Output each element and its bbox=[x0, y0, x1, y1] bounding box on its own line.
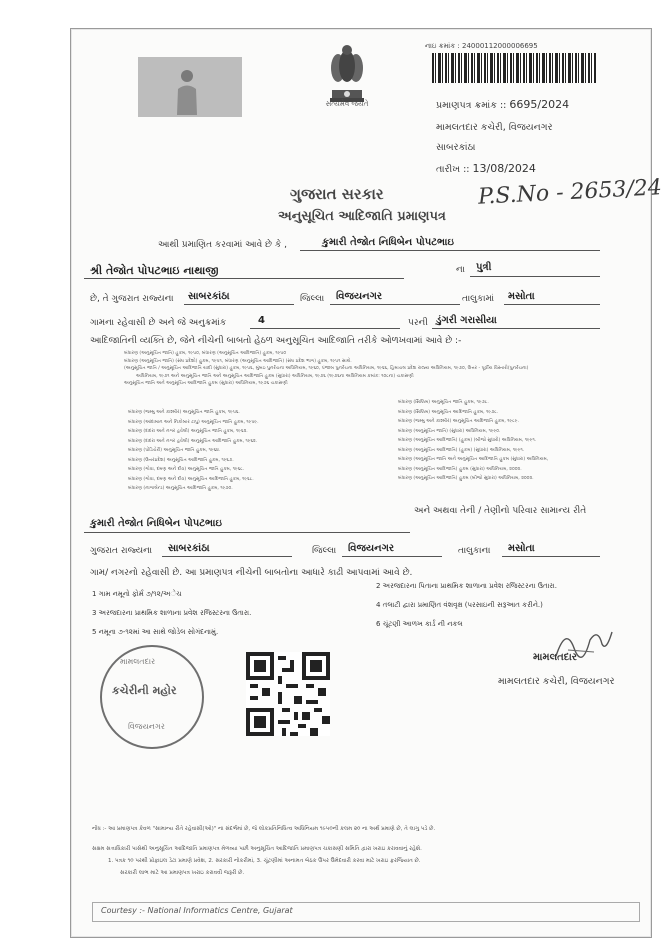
basis-item: 1 ગામ નમૂનો ફોર્મ ૭/૧૨/અેચ bbox=[92, 590, 182, 598]
order-item: બંધારણ (સિક્કિમ) અનુસૂચિત આદિજાતિ હુકમ, ૧૯૭૮. bbox=[398, 409, 499, 415]
underline bbox=[470, 276, 600, 277]
order-item: બંધારણ (જમ્મુ અને કાશ્મીર) અનુસૂચિત જાતિ હુકમ, ૧૯૫૬. bbox=[128, 410, 240, 415]
family-taluka-label: તાલુકાના bbox=[458, 546, 491, 556]
order-item: બંધારણ (દાદરા અને નગર હવેલી) અનુસૂચિત જાતિ હુકમ, ૧૯૬૨. bbox=[128, 429, 248, 434]
date-label: તારીખ :: bbox=[436, 164, 470, 175]
relation-value: પુત્રી bbox=[476, 262, 492, 273]
title-certificate: અનુસૂચિત આદિજાતિ પ્રમાણપત્ર bbox=[278, 209, 446, 224]
district-value: વિજયનગર bbox=[336, 291, 383, 302]
order-item: (અનુસૂચિત જાતિ / અનુસૂચિત આદિજાતિ યાદી (સુધારા) હુકમ, ૧૯૫૬, મુંબઇ પુનર્રચના અધિનિયમ, ૧૯૬૦, પંજાબ પુનર્રચના અધિનિયમ, ૧૯૬૬, હિમાચલ પ્રદેશ રાજ્ય અધિનિયમ, ૧૯૭૦, ઉત્તર - પૂર્વીય વિસ્તારો(પુનર્રચના) bbox=[124, 366, 529, 371]
order-item: બંધારણ (અનુસૂચિત આદિજાતિ) (હુકમ) (બીજો સુધારો) અધિનિયમ, ૧૯૯૧. bbox=[398, 438, 537, 443]
basis-item: 3 અરજદારના પ્રાથમિક શાળાના પ્રવેશ રજિસ્ટરના ઉતારા. bbox=[92, 609, 252, 617]
underline bbox=[250, 328, 400, 329]
state-district-value: સાબરકાંઠા bbox=[188, 291, 230, 302]
applicant-photo bbox=[138, 57, 242, 117]
underline bbox=[84, 532, 410, 533]
basis-item: 2 અરજદારના પિતાના પ્રાથમિક શાળાના પ્રવેશ રજિસ્ટરના ઉતારા. bbox=[376, 582, 557, 590]
basis-item: 5 નમૂના ૭-૧૨માં આ સાથે જોડેલ સોગંદનામું. bbox=[92, 628, 219, 636]
underline bbox=[342, 556, 442, 557]
order-item: બંધારણ (પોંડિચેરી) અનુસૂચિત જાતિ હુકમ, ૧૯૬૪. bbox=[128, 448, 221, 453]
courtesy-box bbox=[92, 902, 640, 922]
national-emblem-icon bbox=[322, 38, 372, 108]
order-item: બંધારણ (સિક્કિમ) અનુસૂચિત જાતિ હુકમ, ૧૯૭૮. bbox=[398, 400, 489, 405]
family-state-district: સાબરકાંઠા bbox=[168, 543, 210, 554]
underline bbox=[330, 304, 460, 305]
family-district-value: વિજયનગર bbox=[348, 543, 395, 554]
signatory-office: મામલતદાર કચેરી, વિજયનગર bbox=[498, 676, 615, 687]
cert-number-label: પ્રમાણપત્ર ક્રમાંક :: bbox=[436, 100, 507, 111]
order-item: બંધારણ (અનુસૂચિત જાતિ) હુકમ, ૧૯૫૦, બંધારણ (અનુસૂચિત આદિજાતિ) હુકમ, ૧૯૫૦ bbox=[124, 351, 287, 356]
serial-value: 4 bbox=[258, 315, 265, 326]
cert-number-value: 6695/2024 bbox=[509, 98, 570, 111]
parent-name: શ્રી તેજોત પોપટભાઇ નાથાજી bbox=[90, 264, 219, 277]
village-label: ગામના રહેવાસી છે અને જે અનુક્રમાંક bbox=[90, 318, 227, 328]
office-line: મામલતદાર કચેરી, વિજયનગર bbox=[436, 122, 553, 133]
basis-item: 4 તલાટી દ્વારા પ્રમાણિત વંશવૃક્ષ (પરસાઇની સરૂઆત કરીને.) bbox=[376, 601, 543, 609]
date-value: 13/08/2024 bbox=[472, 162, 536, 175]
order-item: બંધારણ (ઉત્તરપ્રદેશ) અનુસૂચિત આદિજાતિ હુકમ, ૧૯૬૭. bbox=[128, 457, 234, 463]
order-item: અનુસૂચિત જાતિ અને અનુસૂચિત આદિજાતિ હુકમ (સુધારા) અધિનિયમ, ૧૯૭૬ ચકાસણી bbox=[124, 381, 288, 386]
order-item: બંધારણ (અનુસૂચિત આદિજાતિ) (હુકમ) (સુધારા) અધિનિયમ, ૧૯૯૧. bbox=[398, 447, 525, 453]
orders-top-list bbox=[124, 350, 528, 388]
underline bbox=[432, 328, 600, 329]
seal-ring-bottom: વિજયનગર bbox=[128, 722, 165, 731]
basis-item: 6 ચૂંટણી આળખ કાર્ડ ની નકલ bbox=[376, 620, 463, 628]
handwritten-reference: P.S.No - 2653/24 bbox=[477, 175, 663, 210]
underline bbox=[300, 250, 600, 251]
barcode-number: નાઇ ક્રમાંક : 24000112000006695 bbox=[425, 42, 538, 50]
family-taluka-value: મસોતા bbox=[508, 543, 535, 554]
order-item: બંધારણ (અનુસૂચિત જાતિ) (સુધારા) અધિનિયમ, ૧૯૯૦. bbox=[398, 428, 501, 434]
courtesy-text: Courtesy :- National Informatics Centre, Gujarat bbox=[101, 906, 293, 915]
order-item: બંધારણ (દાદરા અને નગર હવેલી) અનુસૂચિત આદિજાતિ હુકમ, ૧૯૬૨. bbox=[128, 438, 258, 444]
family-state-label: ગુજરાત રાજ્યના bbox=[90, 546, 153, 556]
order-item: બંધારણ (અનુસૂચિત જાતિ) (સંઘ પ્રદેશો) હુકમ, ૧૯૫૧, બંધારણ (અનુસૂચિત આદિજાતિ) (સંઘ પ્રદેશ ભાગ) હુકમ, ૧૯૫૧ સાથે. bbox=[124, 358, 352, 364]
note-line: 1. પત્રક ૧૦ પરથી પ્રોફાઇલ ડેટા પ્રમાણે પ્રવેશ, 2. સરકારી નોકરીમાં, 3. ચૂંટણીમાં અનામત બેઠક ઉપર ઉમેદવારી કરવા માટે ખરાઇ ફરજિયાત છે. bbox=[108, 858, 421, 864]
underline bbox=[84, 278, 404, 279]
district-label: જિલ્લા bbox=[300, 294, 325, 304]
cert-number-row bbox=[436, 98, 569, 111]
note-line: સરકારી લાભ માટે આ પ્રમાણપત્ર ખરાઇ કરાવવી જરૂરી છે. bbox=[120, 870, 245, 876]
underline bbox=[502, 556, 600, 557]
family-district-label: જિલ્લા bbox=[312, 546, 337, 556]
order-item: બંધારણ (જમ્મુ અને કાશ્મીર) અનુસૂચિત આદિજાતિ હુકમ, ૧૯૮૯. bbox=[398, 419, 519, 424]
family-name: કુમારી તેજોત નિધિબેન પોપટભાઇ bbox=[90, 518, 222, 529]
tribe-value: ડુંગરી ગરાસીયા bbox=[436, 315, 497, 326]
note-line: સક્ષમ સત્તાધિકારી પાસેથી અનુસૂચિત આદિજાતિ પ્રમાણપત્ર મેળવ્યા પછી અનુસૂચિત આદિજાતિ પ્રમાણપત્ર ચકાસણી સમિતિ દ્વારા ખરાઇ કરાવવાનું રહેશે. bbox=[92, 846, 422, 852]
orders-left-list bbox=[128, 408, 259, 494]
signatory-title: મામલતદાર bbox=[533, 652, 577, 663]
person-silhouette-icon bbox=[174, 67, 200, 115]
order-item: બંધારણ (અનુસૂચિત આદિજાતિ) હુકમ (સુધારા) અધિનિયમ, ૨૦૦૨. bbox=[398, 466, 522, 472]
order-item: બંધારણ (ગોવા, દમણ અને દીવ) અનુસૂચિત જાતિ હુકમ, ૧૯૬૮. bbox=[128, 467, 245, 472]
barcode bbox=[432, 53, 596, 83]
na-label: ના bbox=[456, 265, 465, 275]
emblem-caption: સત્યમેવ જયતે bbox=[325, 100, 369, 108]
order-item: બંધારણ (આંદામાન અને નિકોબાર ટાપુ) અનુસૂચિત જાતિ હુકમ, ૧૯૫૯. bbox=[128, 419, 259, 425]
family-suffix: અને અથવા તેની / તેણીનો પરિવાર સામાન્ય રીતે bbox=[414, 506, 587, 516]
taluka-value: મસોતા bbox=[508, 291, 535, 302]
seal-ring-top: મામલતદાર bbox=[120, 657, 156, 666]
family-residence-line: ગામ/ નગરનો રહેવાસી છે. આ પ્રમાણપત્ર નીચેની બાબતોના આધારે કાઢી આપવામાં આવે છે. bbox=[90, 568, 413, 578]
underline bbox=[504, 304, 600, 305]
order-item: બંધારણ (અનુસૂચિત જાતિ અને અનુસૂચિત આદિજાતિ હુકમ (સુધારા) અધિનિયમ, bbox=[398, 457, 549, 462]
title-government: ગુજરાત સરકાર bbox=[290, 185, 384, 203]
intro-text: આથી પ્રમાણિત કરવામાં આવે છે કે , bbox=[158, 240, 287, 250]
order-item: અધિનિયમ, ૧૯૭૧ અને અનુસૂચિત જાતિ અને અનુસૂચિત આદિજાતિ હુકમ (સુધારા) અધિનિયમ, ૧૯૭૬ (૧૯૭૬ના અધિનિયમ ક્રમાંક: ૧૦૮ના) ચકાસણી bbox=[136, 373, 414, 379]
underline bbox=[184, 304, 294, 305]
state-label: છે, તે ગુજરાત રાજ્યના bbox=[90, 294, 174, 304]
date-row bbox=[436, 162, 536, 175]
order-item: બંધારણ (નાગાલેન્ડ) અનુસૂચિત આદિજાતિ હુકમ, ૧૯૭૦. bbox=[128, 486, 233, 491]
qr-code-icon bbox=[246, 652, 330, 736]
underline bbox=[162, 556, 292, 557]
orders-right-list bbox=[398, 398, 548, 484]
district-line: સાબરકાંઠા bbox=[436, 142, 476, 153]
taluka-label: તાલુકામાં bbox=[462, 294, 495, 304]
order-item: બંધારણ (અનુસૂચિત આદિજાતિ) હુકમ (બીજો સુધારા) અધિનિયમ, ૨૦૦૨. bbox=[398, 476, 534, 481]
order-item: બંધારણ (ગોવા, દમણ અને દીવ) અનુસૂચિત આદિજાતિ હુકમ, ૧૯૬૮. bbox=[128, 476, 254, 482]
seal-center: કચેરીની મહોર bbox=[112, 684, 177, 697]
tribe-statement: આદિજાતિની વ્યક્તિ છે, જેને નીચેની બાબતો હેઠળ અનુસૂચિત આદિજાતિ તરીકે ઓળખવામાં આવે છે :- bbox=[90, 336, 462, 346]
note-line: નોંધ :- આ પ્રમાણપત્ર કેવળ "સામાન્ય રીતે રહેવાસી(ઓ)" ના સંદર્ભમાં છે, જે લોકપ્રતિનિધિત્વ અધિનિયમ ૧૯૫૦ની કલમ ૨૦ ના અર્થ પ્રમાણે છે, તે લાગુ પડે છે. bbox=[92, 826, 436, 832]
applicant-name: કુમારી તેજોત નિધિબેન પોપટભાઇ bbox=[322, 237, 454, 248]
pareni-label: પરની bbox=[408, 318, 428, 328]
